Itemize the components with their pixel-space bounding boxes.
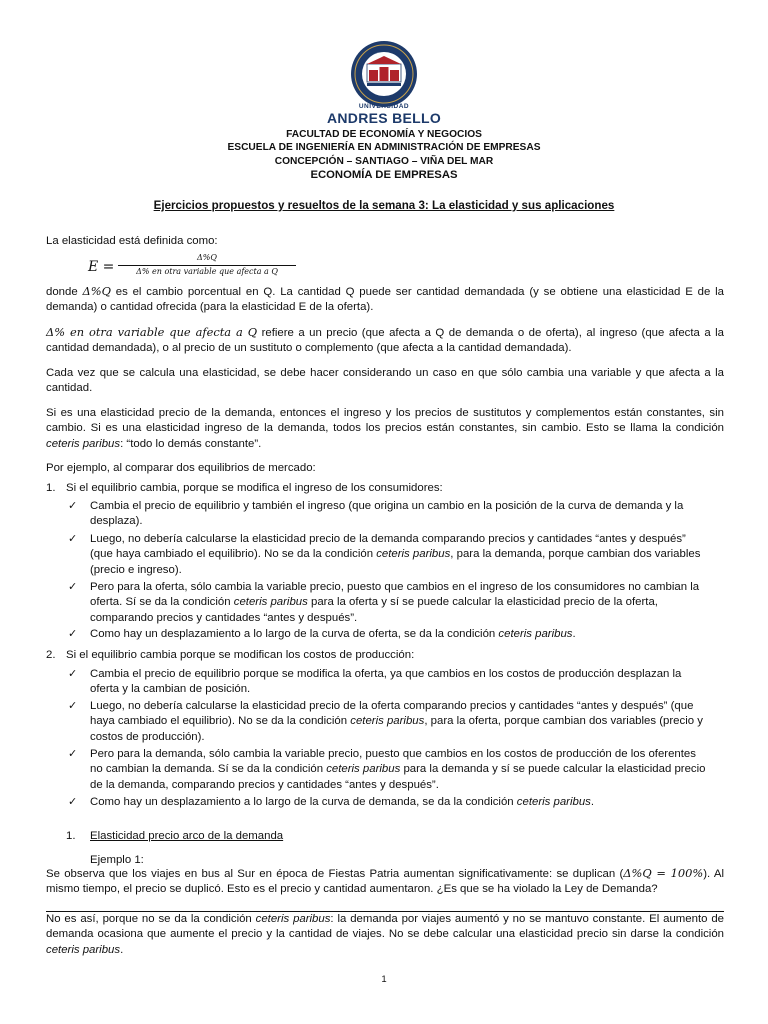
ceteris-em: ceteris paribus [46, 437, 121, 450]
delta-text: refiere a un precio (que afecta a Q de demanda o de oferta), al ingreso (que afecta a la cantidad demandada), o al precio de un sustituto o complemento (que afecta a la cantidad demandada). [46, 327, 725, 355]
delta-paragraph [46, 325, 724, 357]
document-title: Ejercicios propuestos y resueltos de la semana 3: La elasticidad y sus aplicaciones [153, 199, 615, 212]
check-icon: ✓ [68, 581, 78, 593]
campuses-line: CONCEPCIÓN – SANTIAGO – VIÑA DEL MAR [274, 156, 494, 167]
formula-lhs: E = [88, 259, 115, 275]
example-math: Δ%Q = 100% [623, 866, 704, 880]
ejemplo-paragraph: Por ejemplo, al comparar dos equilibrios de mercado: [46, 462, 316, 474]
university-seal-icon [350, 40, 418, 108]
list-text: Si el equilibrio cambia, porque se modifica el ingreso de los consumidores: [66, 482, 443, 494]
course-name: ECONOMÍA DE EMPRESAS [310, 169, 458, 181]
faculty-line: FACULTAD DE ECONOMÍA Y NEGOCIOS [286, 129, 482, 140]
check-text: Luego, no debería calcularse la elasticidad precio de la demanda comparando precios y cantidades “antes y después” (que haya cambiado el equilibrio). No se da la condición ceteris paribus, para la demanda, porque cambian dos variables (precio e ingreso). [90, 533, 701, 576]
page-number: 1 [381, 974, 387, 985]
ceteris-text-b: : “todo lo demás constante”. [120, 437, 262, 450]
donde-math: Δ%Q [82, 284, 111, 298]
check-icon: ✓ [68, 700, 78, 712]
delta-math: Δ% en otra variable que afecta a Q [46, 325, 258, 339]
check-text: Pero para la oferta, sólo cambia la variable precio, puesto que cambios en el ingreso de los consumidores no cambian la oferta. Sí se da la condición ceteris paribus para la oferta y sí se puede calcular la elasticidad precio de la oferta, comparando precios y cantidades “antes y después”. [90, 581, 700, 624]
answer-paragraph: No es así, porque no se da la condición ceteris paribus: la demanda por viajes aumentó y no se mantuvo constante. El aumento de demanda ocasiona que aumente el precio y la cantidad de viajes. No se debe calcular una elasticidad precio sin darse la condición ceteris paribus. [46, 913, 724, 956]
check-text: Como hay un desplazamiento a lo largo de la curva de demanda, se da la condición ceteris paribus. [90, 796, 595, 808]
check-icon: ✓ [68, 748, 78, 760]
ceteris-text-a: Si es una elasticidad precio de la demanda, entonces el ingreso y los precios de sustitutos y complementos están constantes, sin cambio. Si es una elasticidad ingreso de la demanda, todos los precios están constantes, sin cambio. Esto se llama la condición [46, 407, 724, 435]
university-name: ANDRES BELLO [326, 110, 442, 126]
check-icon: ✓ [68, 500, 78, 512]
check-text: Pero para la demanda, sólo cambia la variable precio, puesto que cambios en los costos de producción de los oferentes no cambian la demanda. Sí se da la condición ceteris paribus para la demanda y sí se puede calcular la elasticidad precio de la demanda, comparando precios y cantidades “antes y después”. [90, 748, 706, 791]
check-icon: ✓ [68, 628, 78, 640]
section-heading [66, 829, 283, 844]
section-title: Elasticidad precio arco de la demanda [90, 830, 284, 842]
donde-lead: donde [46, 286, 83, 298]
check-icon: ✓ [68, 796, 78, 808]
formula-fraction [118, 253, 296, 277]
formula-denominator: Δ% en otra variable que afecta a Q [136, 266, 278, 276]
check-text: Cambia el precio de equilibrio porque se modifica la oferta, ya que cambios en los costos de producción desplazan la oferta y la cambian de posición. [90, 668, 682, 696]
list-number: 1. [46, 482, 56, 494]
section-number: 1. [66, 830, 76, 842]
university-label: UNIVERSIDAD [358, 103, 410, 110]
check-icon: ✓ [68, 668, 78, 680]
intro-paragraph: La elasticidad está definida como: [46, 235, 218, 247]
example-text-a: Se observa que los viajes en bus al Sur en época de Fiestas Patria aumentan significativamente: se duplican ( [46, 868, 624, 880]
example-text-b: ). Al mismo tiempo, el precio se duplicó. Esto es el precio y cantidad aumentaron. ¿Es que se ha violado la Ley de Demanda? [46, 868, 724, 896]
formula-numerator: Δ%Q [118, 253, 296, 266]
donde-text: es el cambio porcentual en Q. La cantidad Q puede ser cantidad demandada (y se obtiene una elasticidad E de la demanda) o cantidad ofrecida (para la elasticidad E de la oferta). [46, 286, 725, 314]
cada-vez-paragraph: Cada vez que se calcula una elasticidad, se debe hacer considerando un caso en que sólo cambia una variable y que afecta a la cantidad. [46, 367, 724, 395]
university-logo [350, 40, 418, 108]
check-text: Como hay un desplazamiento a lo largo de la curva de oferta, se da la condición ceteris paribus. [90, 628, 576, 640]
list-number: 2. [46, 649, 56, 661]
ceteris-paragraph [46, 406, 724, 452]
list-text: Si el equilibrio cambia porque se modifican los costos de producción: [66, 649, 415, 661]
check-text: Cambia el precio de equilibrio y también el ingreso (que origina un cambio en la posición de la curva de demanda y la desplaza). [90, 500, 684, 528]
example-paragraph [46, 866, 724, 898]
school-line: ESCUELA DE INGENIERÍA EN ADMINISTRACIÓN DE EMPRESAS [227, 142, 541, 153]
example-label: Ejemplo 1: [90, 854, 144, 866]
check-text: Luego, no debería calcularse la elasticidad precio de la oferta comparando precios y cantidades “antes y después” (que haya cambiado el equilibrio). No se da la condición ceteris paribus, para la oferta, porque cambian dos variables (precio y costos de producción). [90, 700, 703, 743]
check-icon: ✓ [68, 533, 78, 545]
donde-paragraph [46, 284, 724, 316]
